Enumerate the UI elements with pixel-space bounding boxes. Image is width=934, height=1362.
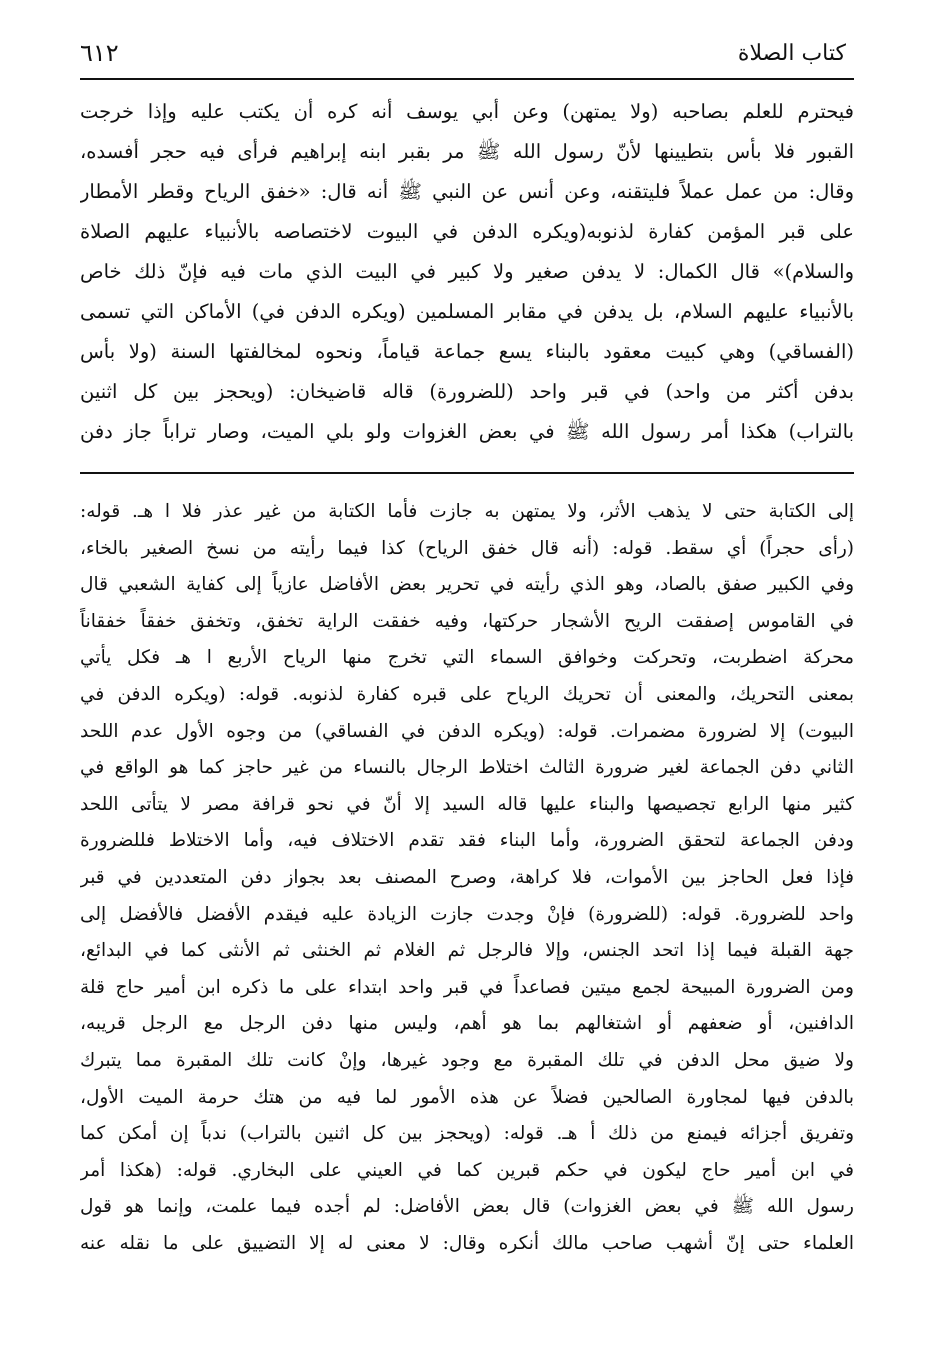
main-text-line: (الفساقي) وهي كبيت معقود بالبناء يسع جماعة قياماً، ونحوه لمخالفتها السنة (ولا بأس	[80, 340, 854, 363]
footnote-line: وتفريق أجزائه فيمنع من ذلك أ هـ. قوله: (ويحجز بين كل اثنين بالتراب) ندباً إن أمكن كما	[80, 1123, 854, 1145]
footnote-line: فإذا فعل الحاجز بين الأموات، فلا كراهة، وصرح المصنف بعد بجواز دفن المتعددين في قبر	[80, 866, 854, 888]
main-text-block	[80, 92, 854, 468]
header-divider	[80, 78, 854, 80]
footnote-line: كثير منها الرابع تجصيصها والبناء عليها قاله السيد إلا أنّ في نحو قرافة مصر لا يتأتى اللحد	[80, 793, 854, 815]
page-header	[80, 30, 846, 76]
footnote-line: في القاموس إصفقت الريح الأشجار حركتها، وفيه خفقت الراية تخفق، وتخفق خفقاً خفقاناً	[80, 610, 854, 632]
footnote-line: واحد للضرورة. قوله: (للضرورة) فإنْ وجدت جازت الزيادة عليه فيقدم الأفضل فالأفضل إلى	[80, 903, 854, 925]
footnote-line: بمعنى التحريك، والمعنى أن تحريك الرياح على قبره كفارة لذنوبه. قوله: (ويكره الدفن في	[80, 683, 854, 705]
footnote-line: جهة القبلة فيما إذا اتحد الجنس، وإلا فالرجل ثم الغلام ثم الخنثى ثم الأنثى كما في البدائع،	[80, 940, 854, 962]
footnote-line: محركة اضطربت، وتحركت وخوافق السماء التي تخرج منها الرياح الأربع ا هـ فكل يأتي	[80, 647, 854, 669]
main-text-line: وقال: من عمل عملاً فليتقنه، وعن أنس عن النبي ﷺ أنه قال: «خفق الرياح وقطر الأمطار	[80, 180, 854, 203]
main-text-line: بالأنبياء عليهم السلام، بل يدفن في مقابر المسلمين (ويكره الدفن في) الأماكن التي تسمى	[80, 300, 854, 323]
main-text-line: على قبر المؤمن كفارة لذنوبه(ويكره الدفن في البيوت لاختصاصه بالأنبياء عليهم الصلاة	[80, 220, 854, 243]
footnote-line: ومن الضرورة المبيحة لجمع ميتين فصاعداً في قبر واحد ابتداء على ما ذكره ابن أمير حاج قلة	[80, 976, 854, 998]
book-title: كتاب الصلاة	[737, 40, 846, 66]
main-text-line: بدفن أكثر من واحد) في قبر واحد (للضرورة) قاله قاضيخان: (ويحجز بين كل اثنين	[80, 380, 854, 403]
footnote-line: الثاني دفن الجماعة لغير ضرورة الثالث اختلاط الرجال بالنساء من غير حاجز كما هو الواقع في	[80, 757, 854, 779]
footnote-line: ولا ضيق محل الدفن في تلك المقبرة مع وجود غيرها، وإنْ كانت تلك المقبرة مما يتبرك	[80, 1049, 854, 1071]
main-text-line: القبور فلا بأس بتطيينها لأنّ رسول الله ﷺ مر بقبر ابنه إبراهيم فرأى فيه حجر أفسده،	[80, 140, 854, 163]
main-text-line: فيحترم للعلم بصاحبه (ولا يمتهن) وعن أبي يوسف أنه كره أن يكتب عليه وإذا خرجت	[80, 100, 854, 123]
footnote-line: البيوت) إلا لضرورة مضمرات. قوله: (ويكره الدفن في الفساقي) من وجوه الأول عدم اللحد	[80, 720, 854, 742]
footnote-line: ودفن الجماعة لتحقق الضرورة، وأما البناء فقد تقدم الاختلاف فيه، وأما الاختلاط فللضرورة	[80, 830, 854, 852]
footnote-line: الدافنين، أو ضعفهم أو اشتغالهم بما هو أهم، وليس منها دفن الرجل مع الرجل قريبه،	[80, 1013, 854, 1035]
footnote-line: رسول الله ﷺ في بعض الغزوات) قال بعض الأفاضل: لم أجده فيما علمت، وإنما هو قول	[80, 1196, 854, 1218]
footnote-line: في ابن أمير حاج ليكون في حكم قبرين كما في العيني على البخاري. قوله: (هكذا أمر	[80, 1159, 854, 1181]
footnote-line: العلماء حتى إنّ أشهب صاحب مالك أنكره وقال: لا معنى له إلا التضييق على ما نقله عنه	[80, 1232, 854, 1254]
footnote-line: (رأى حجراً) أي سقط. قوله: (أنه قال خفق الرياح) كذا فيما رأيته من نسخ الصغير بالخاء،	[80, 537, 854, 559]
main-text-line: والسلام)» قال الكمال: لا يدفن صغير ولا كبير في البيت الذي مات فيه فإنّ ذلك خاص	[80, 260, 854, 283]
page-number: ٦١٢	[80, 39, 119, 67]
footnotes-block	[80, 494, 854, 1324]
footnote-divider	[80, 472, 854, 474]
main-text-line: بالتراب) هكذا أمر رسول الله ﷺ في بعض الغزوات ولو بلي الميت، وصار تراباً جاز دفن	[80, 420, 854, 443]
footnote-line: بالدفن فيها لمجاورة الصالحين فضلاً عن هذه الأمور لما فيه من هتك حرمة الميت الأول،	[80, 1086, 854, 1108]
footnote-line: وفي الكبير صفق بالصاد، وهو الذي رأيته في تحرير بعض الأفاضل عازياً إلى كفاية الشعبي قال	[80, 574, 854, 596]
footnote-line: إلى الكتابة حتى لا يذهب الأثر، ولا يمتهن به جازت فأما الكتابة من غير عذر فلا ا هـ. قوله:	[80, 501, 854, 522]
